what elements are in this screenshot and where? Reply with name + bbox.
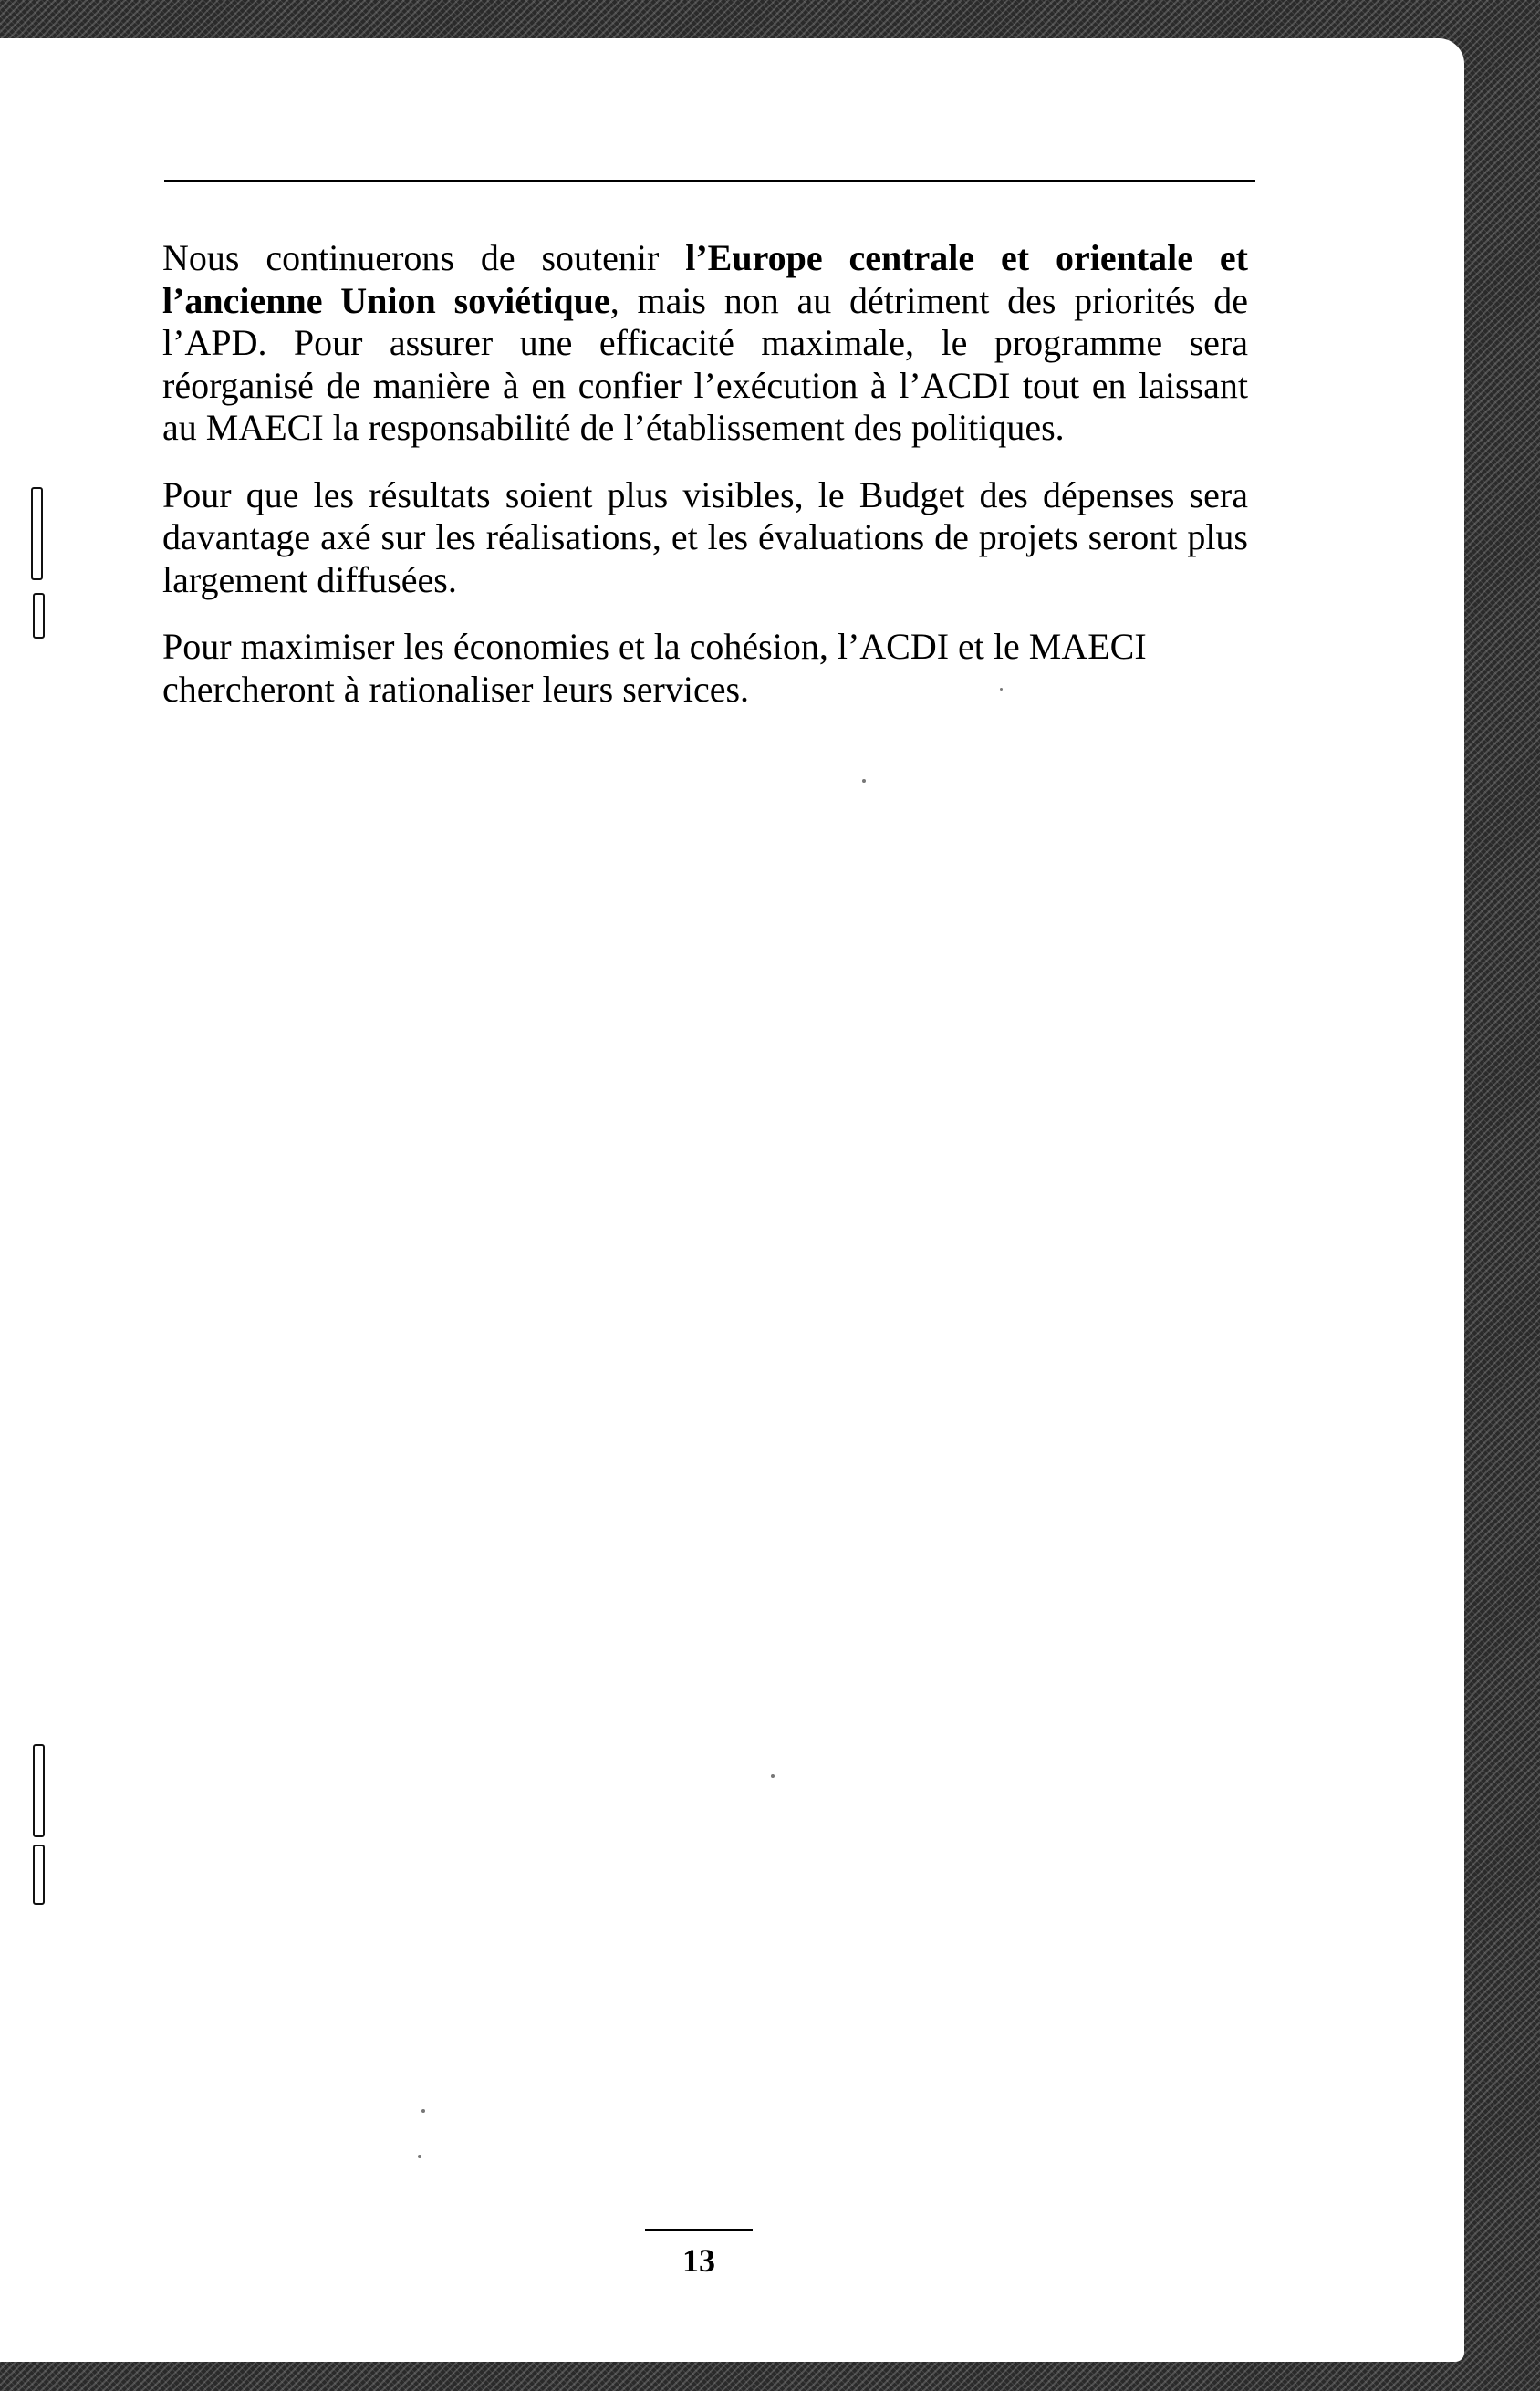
paragraph-1-bold-region: l’Europe centrale et orientale et l’ancienne Union soviétique xyxy=(162,237,1248,321)
paragraph-rationalize-services: Pour maximiser les économies et la cohésion, l’ACDI et le MAECI chercheront à rationaliser leurs services. xyxy=(162,626,1147,710)
binding-mark-upper-small xyxy=(33,593,45,639)
header-rule xyxy=(164,180,1255,182)
paragraph-1-rest: , mais non au détriment des priorités de l’APD. Pour assurer une efficacité maximale, le programme sera réorganisé de manière à en confier l’exécution à l’ACDI tout en laissant au MAECI la responsabilité de l’établissement des politiques. xyxy=(162,279,1248,448)
body-text xyxy=(162,237,1248,735)
page-number-rule xyxy=(645,2229,753,2231)
binding-mark-lower xyxy=(33,1744,45,1837)
paragraph-results-visibility: Pour que les résultats soient plus visibles, le Budget des dépenses sera davantage axé sur les réalisations, et les évaluations de projets seront plus largement diffusées. xyxy=(162,473,1248,600)
binding-mark-top xyxy=(31,487,43,580)
paragraph-europe-support xyxy=(162,237,1248,450)
page-number: 13 xyxy=(682,2242,715,2279)
scan-speck xyxy=(418,2155,421,2158)
binding-mark-bottom xyxy=(33,1845,45,1905)
paragraph-1-intro: Nous continuerons de soutenir xyxy=(162,237,686,278)
scan-speck xyxy=(421,2109,425,2113)
scan-speck xyxy=(862,779,866,783)
scan-speck xyxy=(771,1774,775,1778)
